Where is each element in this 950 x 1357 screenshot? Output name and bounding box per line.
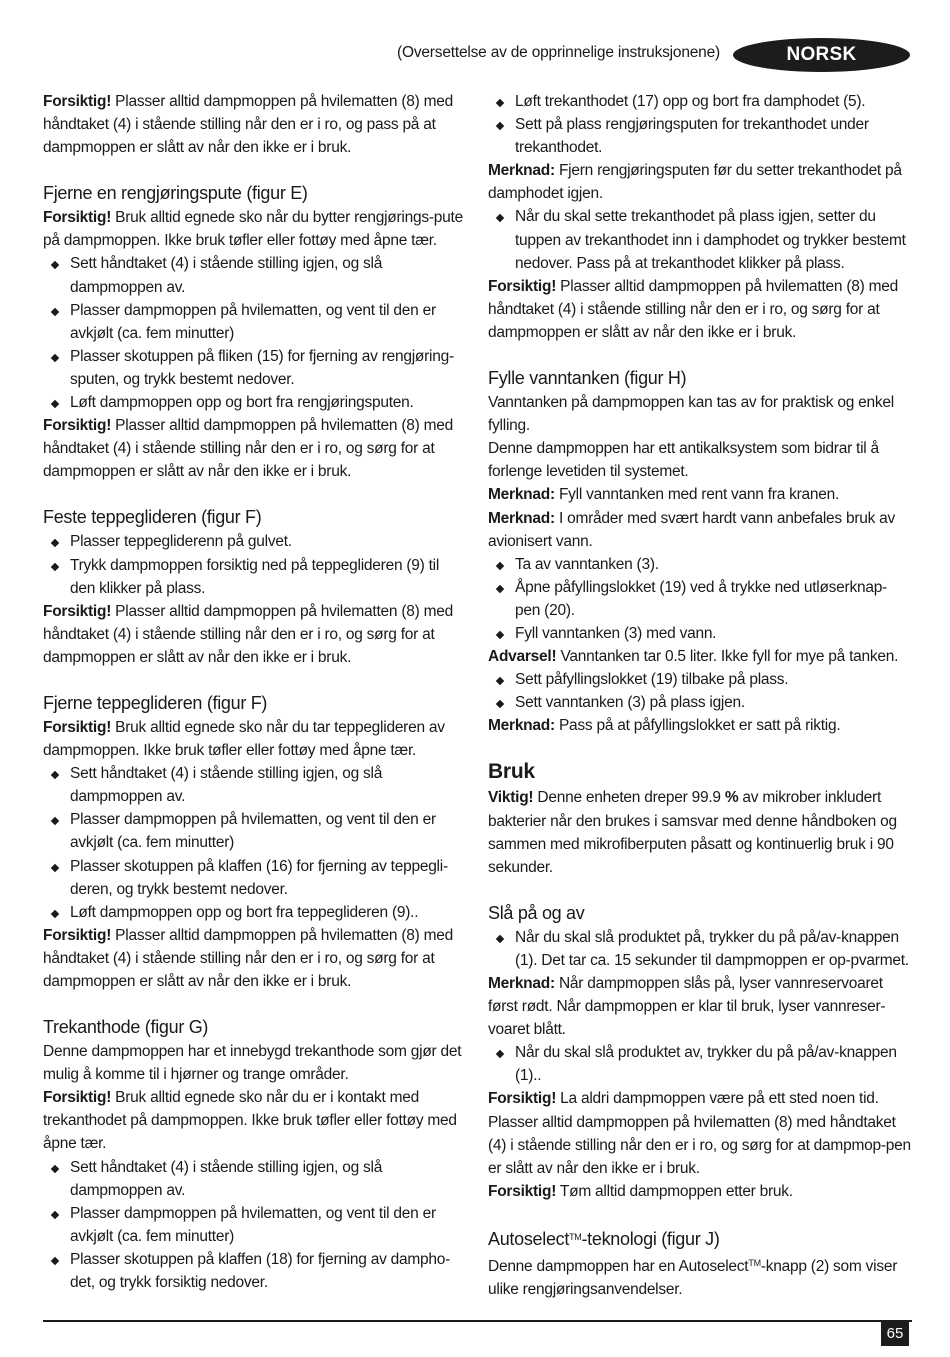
- diamond-bullet-icon: [51, 539, 59, 547]
- bullet-list: [488, 1041, 912, 1087]
- list-item-text: Åpne påfyllingslokket (19) ved å trykke ned utløserknap-pen (20).: [515, 578, 887, 619]
- list-item: [488, 926, 912, 972]
- list-item-text: Plasser dampmoppen på hvilematten, og vent til den er avkjølt (ca. fem minutter): [70, 811, 436, 852]
- trademark-mark: TM: [569, 1231, 582, 1242]
- list-item: [488, 576, 912, 622]
- section-title-autoselect: [488, 1224, 912, 1252]
- diamond-bullet-icon: [496, 214, 504, 222]
- note-paragraph: [488, 972, 912, 1041]
- section-title-use: Bruk: [488, 760, 535, 784]
- important-label: Viktig!: [488, 789, 534, 807]
- list-item-text: Plasser skotuppen på klaffen (16) for fjerning av teppegli-deren, og trykk bestemt nedover.: [70, 857, 448, 898]
- body-paragraph: [488, 1252, 912, 1301]
- list-item: [43, 554, 463, 600]
- list-item-text: Plasser dampmoppen på hvilematten, og vent til den er avkjølt (ca. fem minutter): [70, 1204, 436, 1245]
- diamond-bullet-icon: [496, 700, 504, 708]
- caution-label: Forsiktig!: [488, 1182, 557, 1200]
- list-item-text: Løft dampmoppen opp og bort fra teppeglideren (9)..: [70, 903, 419, 921]
- warning-text: Vanntanken tar 0.5 liter. Ikke fyll for mye på tanken.: [556, 648, 899, 666]
- list-item: [43, 299, 463, 345]
- diamond-bullet-icon: [51, 863, 59, 871]
- section-title-attach-carpet-glider: Feste teppeglideren (figur F): [43, 507, 262, 528]
- warning-paragraph: [488, 645, 912, 668]
- list-item: [43, 252, 463, 298]
- body-paragraph: Vanntanken på dampmoppen kan tas av for praktisk og enkel fylling.: [488, 394, 894, 435]
- section-title-remove-pad: Fjerne en rengjøringspute (figur E): [43, 183, 308, 204]
- caution-paragraph: [43, 90, 463, 159]
- note-text: Fjern rengjøringsputen før du setter trekanthodet på damphodet igjen.: [488, 162, 902, 203]
- caution-label: Forsiktig!: [488, 1090, 557, 1108]
- list-item-text: Når du skal slå produktet på, trykker du på på/av-knappen (1). Det tar ca. 15 sekunder til dampmoppen er op-pvarmet.: [515, 928, 909, 969]
- list-item-text: Sett håndtaket (4) i stående stilling igjen, og slå dampmoppen av.: [70, 255, 383, 296]
- body-paragraph: Denne dampmoppen har ett antikalksystem som bidrar til å forlenge levetiden til systemet.: [488, 440, 879, 481]
- caution-paragraph: [43, 716, 463, 762]
- list-item: [43, 1202, 463, 1248]
- list-item: [488, 1041, 912, 1087]
- caution-text: Bruk alltid egnede sko når du bytter rengjørings-pute på dampmoppen. Ikke bruk tøfler eller fottøy med åpne tær.: [43, 209, 463, 250]
- list-item: [488, 622, 912, 645]
- bullet-list: [488, 553, 912, 645]
- title-text: Autoselect: [488, 1228, 570, 1249]
- caution-text: Tøm alltid dampmoppen etter bruk.: [556, 1182, 793, 1200]
- caution-text: Plasser alltid dampmoppen på hvilematten (8) med håndtaket (4) i stående stilling når den er i ro, og sørg for at dampmoppen er slått av når den ikke er i bruk.: [43, 417, 453, 481]
- list-item: [488, 113, 912, 159]
- diamond-bullet-icon: [51, 1164, 59, 1172]
- list-item: [488, 553, 912, 576]
- caution-paragraph: [488, 1180, 912, 1203]
- right-column: [488, 90, 912, 1301]
- note-text: Når dampmoppen slås på, lyser vannreservoaret først rødt. Når dampmoppen er klar til bruk, lyser vannreser-voaret blått.: [488, 975, 886, 1039]
- diamond-bullet-icon: [51, 562, 59, 570]
- caution-label: Forsiktig!: [43, 926, 112, 944]
- caution-label: Forsiktig!: [43, 602, 112, 620]
- caution-paragraph: [488, 1087, 912, 1179]
- bullet-list: [43, 1156, 463, 1295]
- caution-text: Plasser alltid dampmoppen på hvilematten (8) med håndtaket (4) i stående stilling når den er i ro, og sørg for at dampmoppen er slått av når den ikke er i bruk.: [43, 926, 453, 990]
- caution-label: Forsiktig!: [43, 1089, 112, 1107]
- note-paragraph: [488, 159, 912, 205]
- list-item: [43, 530, 463, 553]
- body-text: Denne dampmoppen har en Autoselect: [488, 1257, 749, 1275]
- list-item-text: Plasser skotuppen på fliken (15) for fjerning av rengjøring-sputen, og trykk bestemt nedover.: [70, 347, 454, 388]
- caution-text: Bruk alltid egnede sko når du er i kontakt med trekanthodet på dampmoppen. Ikke bruk tøfler eller fottøy med åpne tær.: [43, 1089, 457, 1153]
- diamond-bullet-icon: [51, 817, 59, 825]
- caution-paragraph: [43, 414, 463, 483]
- diamond-bullet-icon: [51, 400, 59, 408]
- diamond-bullet-icon: [51, 261, 59, 269]
- list-item-text: Sett på plass rengjøringsputen for trekanthodet under trekanthodet.: [515, 116, 869, 157]
- list-item: [488, 691, 912, 714]
- list-item: [43, 855, 463, 901]
- section-title-triangle-head: Trekanthode (figur G): [43, 1017, 209, 1038]
- note-paragraph: [488, 507, 912, 553]
- diamond-bullet-icon: [496, 935, 504, 943]
- list-item-text: Plasser teppegliderenn på gulvet.: [70, 533, 292, 551]
- diamond-bullet-icon: [496, 122, 504, 130]
- footer-divider: [43, 1320, 912, 1322]
- caution-label: Forsiktig!: [43, 417, 112, 435]
- bullet-list: [488, 926, 912, 972]
- diamond-bullet-icon: [51, 1257, 59, 1265]
- caution-label: Forsiktig!: [43, 718, 112, 736]
- bullet-list: [43, 252, 463, 414]
- important-paragraph: [488, 786, 912, 878]
- body-paragraph: Denne dampmoppen har et innebygd trekanthode som gjør det mulig å komme til i hjørner og trange områder.: [43, 1043, 462, 1084]
- diamond-bullet-icon: [51, 771, 59, 779]
- caution-label: Forsiktig!: [43, 209, 112, 227]
- caution-paragraph: [488, 275, 912, 344]
- list-item: [43, 391, 463, 414]
- list-item-text: Løft trekanthodet (17) opp og bort fra damphodet (5).: [515, 93, 866, 110]
- list-item: [43, 901, 463, 924]
- list-item-text: Plasser skotuppen på klaffen (18) for fjerning av dampho-det, og trykk forsiktig nedover.: [70, 1250, 451, 1292]
- caution-paragraph: [43, 600, 463, 669]
- list-item: [488, 205, 912, 274]
- note-label: Merknad:: [488, 975, 555, 992]
- list-item: [43, 345, 463, 391]
- note-label: Merknad:: [488, 717, 555, 735]
- diamond-bullet-icon: [496, 99, 504, 107]
- note-label: Merknad:: [488, 509, 555, 527]
- note-text: Fyll vanntanken med rent vann fra kranen.: [554, 486, 840, 504]
- trademark-mark: TM: [748, 1257, 761, 1268]
- note-label: Merknad:: [488, 486, 555, 504]
- bullet-list: [43, 530, 463, 599]
- language-badge: NORSK: [733, 38, 910, 72]
- list-item-text: Når du skal sette trekanthodet på plass igjen, setter du tuppen av trekanthodet inn i damphodet og trykker bestemt nedover. Pass på at trekanthodet klikker på plass.: [515, 208, 906, 272]
- diamond-bullet-icon: [496, 1050, 504, 1058]
- list-item: [488, 668, 912, 691]
- important-text: av mikrober inkludert bakterier når den brukes i samsvar med denne håndboken og sammen med mikrofiberputen påsatt og kontinuerlig bruk i 90 sekunder.: [488, 789, 897, 876]
- list-item: [43, 1248, 463, 1294]
- list-item: [43, 1156, 463, 1202]
- warning-label: Advarsel!: [488, 648, 557, 666]
- caution-label: Forsiktig!: [43, 93, 112, 110]
- note-paragraph: [488, 714, 912, 737]
- caution-label: Forsiktig!: [488, 277, 557, 295]
- list-item-text: Når du skal slå produktet av, trykker du på på/av-knappen (1)..: [515, 1044, 897, 1085]
- diamond-bullet-icon: [496, 585, 504, 593]
- section-title-on-off: Slå på og av: [488, 902, 585, 923]
- diamond-bullet-icon: [496, 561, 504, 569]
- diamond-bullet-icon: [496, 631, 504, 639]
- note-label: Merknad:: [488, 162, 555, 180]
- diamond-bullet-icon: [51, 909, 59, 917]
- important-text: Denne enheten dreper 99.9: [533, 789, 725, 807]
- list-item-text: Trykk dampmoppen forsiktig ned på teppeglideren (9) til den klikker på plass.: [70, 556, 440, 597]
- list-item: [43, 762, 463, 808]
- bullet-list: [488, 205, 912, 274]
- caution-text: La aldri dampmoppen være på ett sted noen tid. Plasser alltid dampmoppen på hvilematten (8) med håndtaket (4) i stående stilling når den er i ro, og sørg for at dampmop-pen er slått av når den ikke er i bruk.: [488, 1090, 911, 1177]
- list-item-text: Fyll vanntanken (3) med vann.: [515, 624, 717, 642]
- list-item: [43, 808, 463, 854]
- list-item-text: Løft dampmoppen opp og bort fra rengjøringsputen.: [70, 394, 414, 412]
- translation-note: (Oversettelse av de opprinnelige instruksjonene): [397, 44, 720, 61]
- list-item-text: Sett vanntanken (3) på plass igjen.: [515, 694, 745, 712]
- caution-paragraph: [43, 924, 463, 993]
- diamond-bullet-icon: [51, 1211, 59, 1219]
- body-text: -knapp (2) som viser ulike rengjøringsanvendelser.: [488, 1257, 898, 1299]
- caution-paragraph: [43, 206, 463, 252]
- list-item-text: Sett håndtaket (4) i stående stilling igjen, og slå dampmoppen av.: [70, 765, 383, 806]
- list-item-text: Sett påfyllingslokket (19) tilbake på plass.: [515, 671, 789, 689]
- diamond-bullet-icon: [496, 677, 504, 685]
- page-number: 65: [881, 1320, 909, 1346]
- caution-text: Bruk alltid egnede sko når du tar teppeglideren av dampmoppen. Ikke bruk tøfler eller fottøy med åpne tær.: [43, 718, 445, 760]
- title-text: -teknologi (figur J): [581, 1228, 720, 1249]
- section-title-fill-water-tank: Fylle vanntanken (figur H): [488, 368, 687, 389]
- diamond-bullet-icon: [51, 307, 59, 315]
- list-item-text: Plasser dampmoppen på hvilematten, og vent til den er avkjølt (ca. fem minutter): [70, 301, 436, 342]
- bullet-list: [488, 90, 912, 159]
- list-item-text: Sett håndtaket (4) i stående stilling igjen, og slå dampmoppen av.: [70, 1158, 383, 1199]
- diamond-bullet-icon: [51, 354, 59, 362]
- note-text: I områder med svært hardt vann anbefales bruk av avionisert vann.: [488, 509, 896, 550]
- bullet-list: [488, 668, 912, 714]
- list-item-text: Ta av vanntanken (3).: [515, 555, 659, 573]
- section-title-remove-carpet-glider: Fjerne teppeglideren (figur F): [43, 692, 268, 713]
- percent-sign: %: [724, 789, 739, 807]
- bullet-list: [43, 762, 463, 924]
- caution-text: Plasser alltid dampmoppen på hvilematten (8) med håndtaket (4) i stående stilling når den er i ro, og sørg for at dampmoppen er slått av når den ikke er i bruk.: [43, 602, 453, 666]
- note-text: Pass på at påfyllingslokket er satt på riktig.: [554, 717, 841, 735]
- caution-text: Plasser alltid dampmoppen på hvilematten (8) med håndtaket (4) i stående stilling når den er i ro, og pass på at dampmoppen er slått av når den ikke er i bruk.: [43, 93, 453, 157]
- left-column: [43, 90, 463, 1294]
- caution-text: Plasser alltid dampmoppen på hvilematten (8) med håndtaket (4) i stående stilling når den er i ro, og sørg for at dampmoppen er slått av når den ikke er i bruk.: [488, 277, 898, 341]
- note-paragraph: [488, 483, 912, 506]
- list-item: [488, 90, 912, 113]
- caution-paragraph: [43, 1086, 463, 1155]
